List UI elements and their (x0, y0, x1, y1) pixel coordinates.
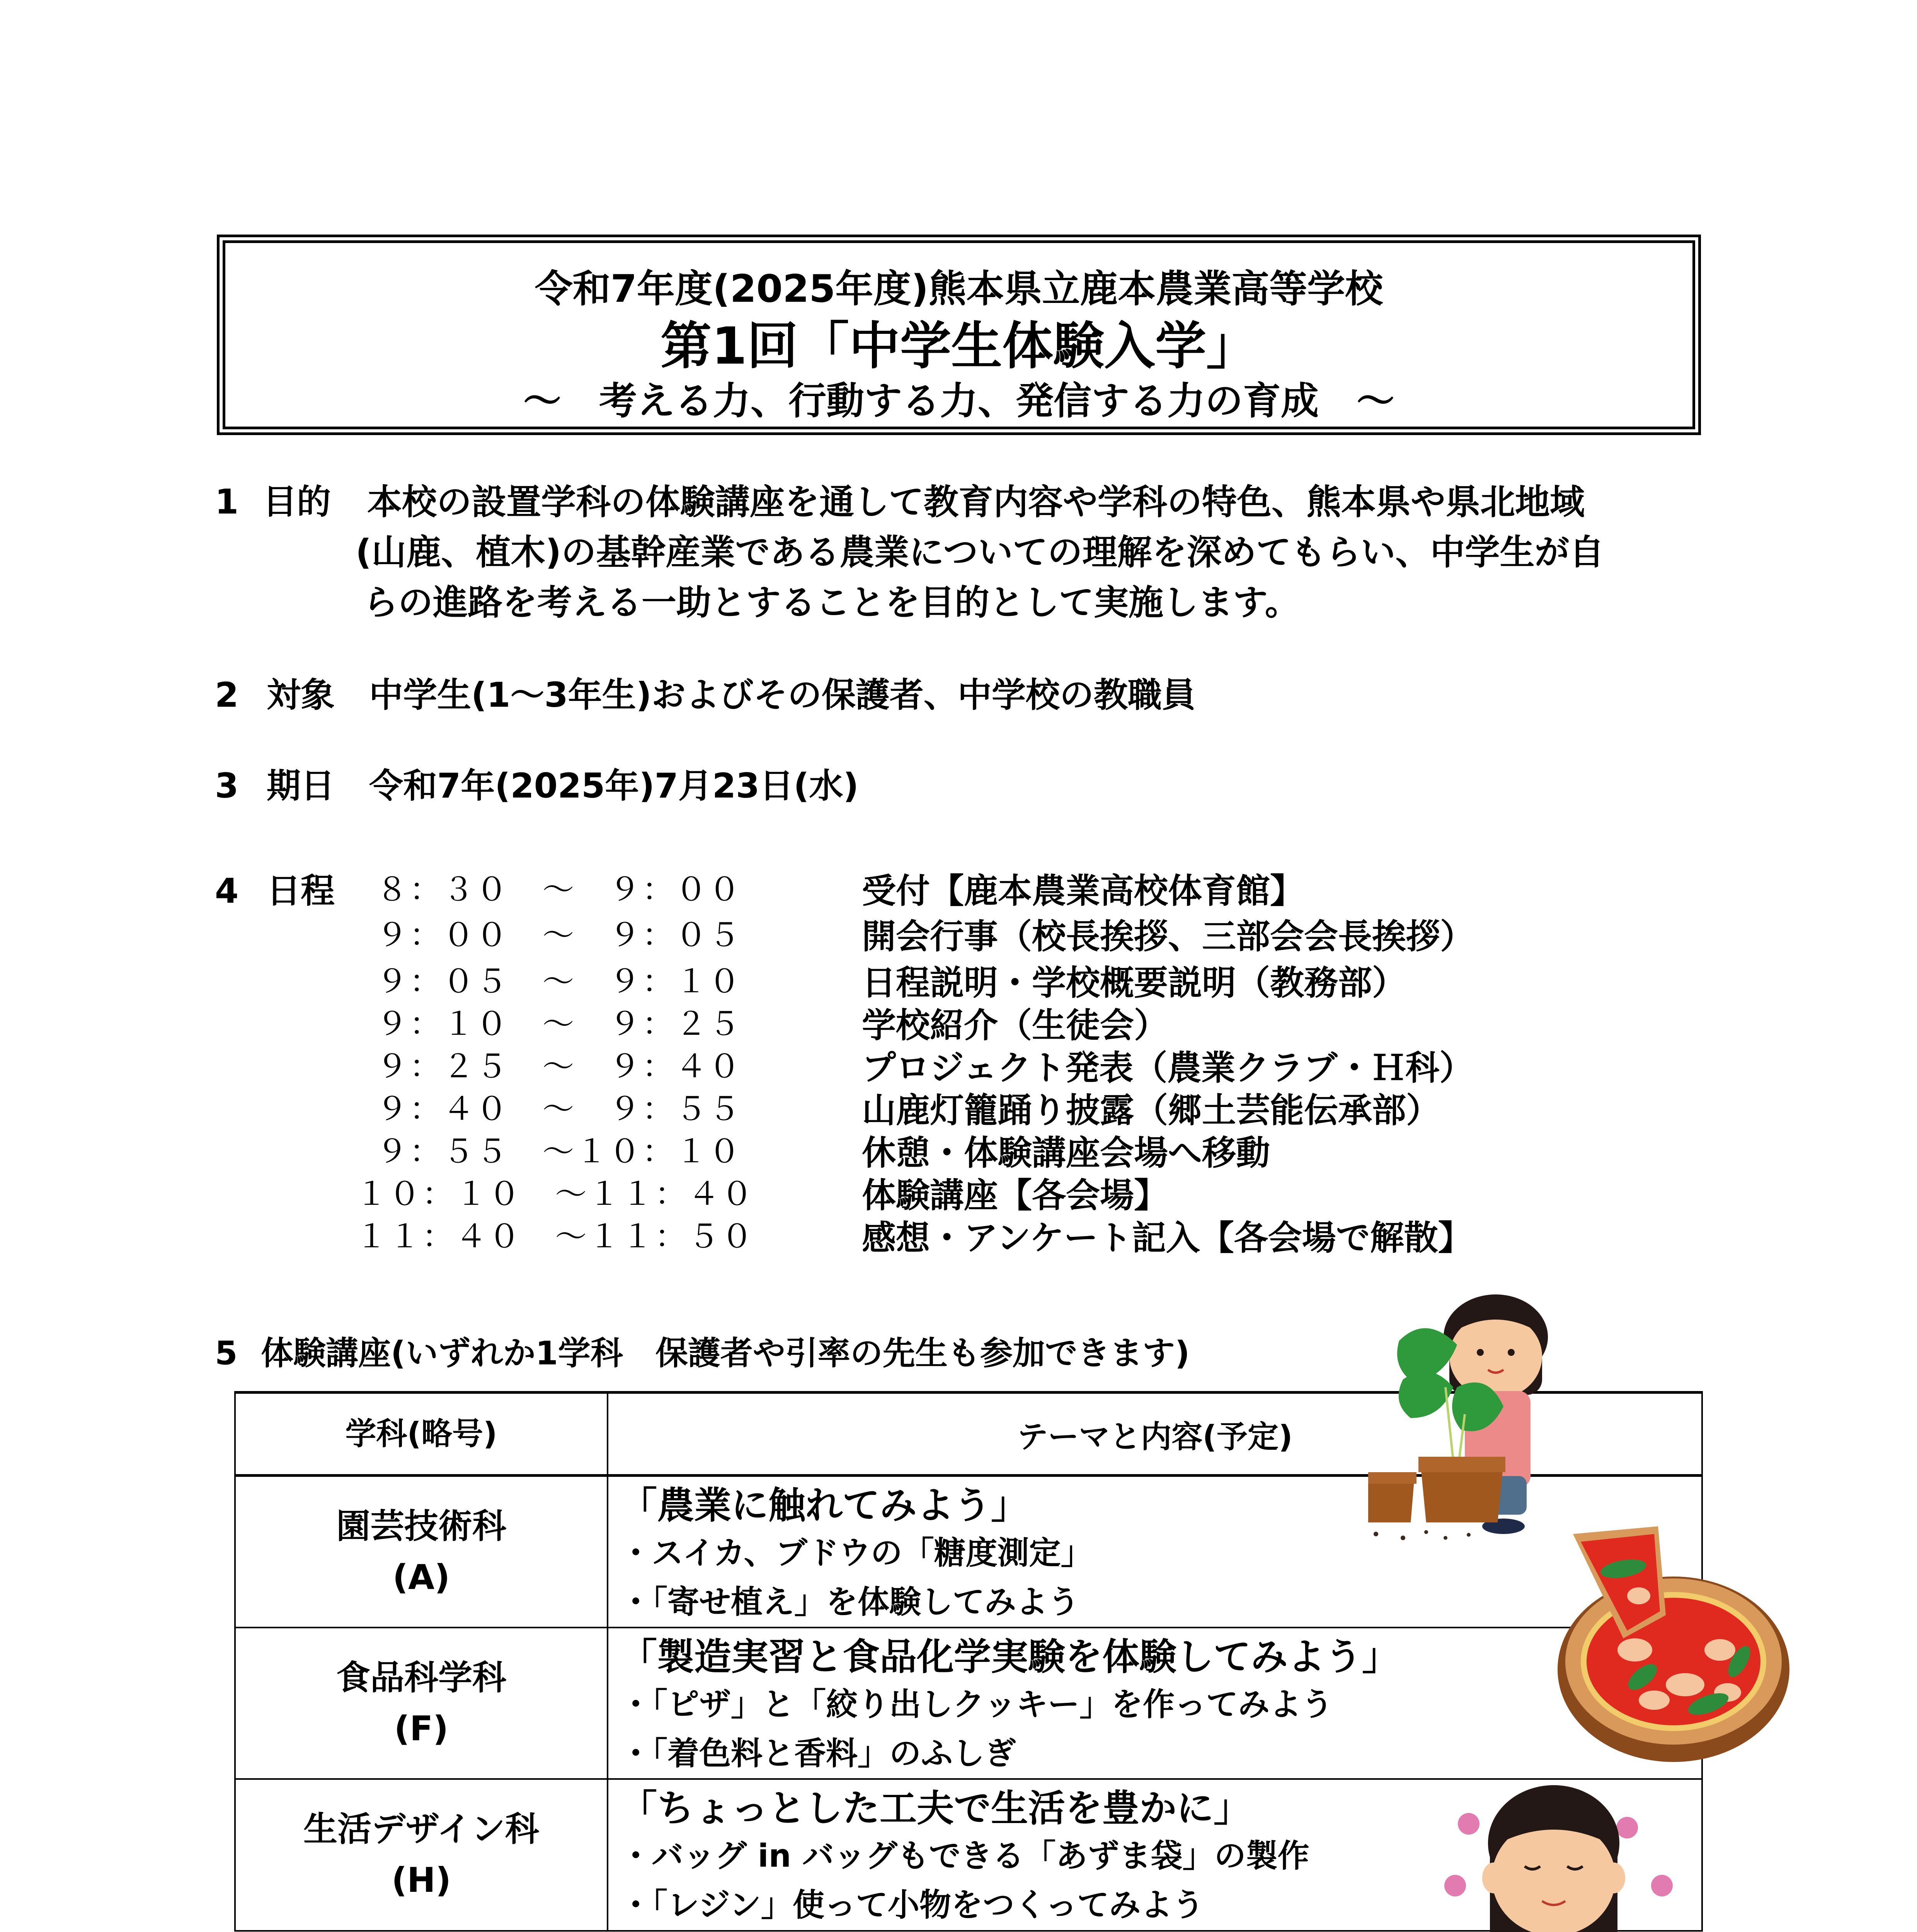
schedule-description: 学校紹介（生徒会） (862, 1005, 1168, 1045)
section-label: 目的 (263, 482, 331, 522)
dept-code: (F) (394, 1709, 449, 1749)
section-number: 3 (215, 766, 239, 806)
purpose-line: らの進路を考える一助とすることを目的として実施します。 (363, 582, 1300, 623)
section-label: 期日 (267, 766, 335, 806)
schedule-time: ９：００ ～ ９：０５ (356, 917, 742, 954)
crafting-girl-illustration (1422, 1770, 1701, 1932)
courses-heading: 体験講座(いずれか1学科 保護者や引率の先生も参加できます) (261, 1334, 1190, 1372)
purpose-line: 本校の設置学科の体験講座を通して教育内容や学科の特色、熊本県や県北地域 (367, 482, 1585, 522)
column-header-dept: 学科(略号) (235, 1393, 608, 1476)
section-label: 対象 (267, 675, 335, 715)
schedule-description: 日程説明・学校概要説明（教務部） (862, 963, 1406, 1003)
dept-code: (A) (392, 1557, 450, 1597)
dept-name: 園芸技術科 (336, 1506, 506, 1546)
content-cell (608, 1628, 1702, 1779)
schedule-time: ９：０５ ～ ９：１０ (356, 963, 742, 1000)
dept-cell (235, 1779, 608, 1930)
target-text: 中学生(1～3年生)およびその保護者、中学校の教職員 (369, 675, 1196, 715)
purpose-line: (山鹿、植木)の基幹産業である農業についての理解を深めてもらい、中学生が自 (356, 532, 1604, 573)
section-number: 1 (215, 482, 239, 522)
section-label: 日程 (267, 871, 335, 911)
section-number: 2 (215, 675, 239, 715)
schedule-description: 山鹿灯籠踊り披露（郷土芸能伝承部） (862, 1090, 1440, 1130)
course-item: ・バッグ in バッグもできる「あずま袋」の製作 (620, 1838, 1309, 1875)
page-title: 第1回「中学生体験入学」 (661, 316, 1257, 376)
course-item: ・「ピザ」と「絞り出しクッキー」を作ってみよう (620, 1686, 1333, 1723)
schedule-time: １１：４０ ～１１：５０ (356, 1218, 755, 1255)
dept-name: 食品科学科 (336, 1658, 506, 1698)
date-text: 令和7年(2025年)7月23日(水) (369, 766, 859, 806)
schedule-time: ９：１０ ～ ９：２５ (356, 1006, 742, 1043)
pizza-illustration (1546, 1522, 1797, 1774)
dept-cell (235, 1628, 608, 1779)
section-number: 5 (215, 1334, 238, 1372)
course-theme: 「農業に触れてみよう」 (620, 1484, 1028, 1527)
dept-code: (H) (391, 1860, 451, 1900)
schedule-time: ９：４０ ～ ９：５５ (356, 1091, 742, 1128)
gardening-girl-illustration (1368, 1291, 1592, 1546)
schedule-time: ９：２５ ～ ９：４０ (356, 1048, 742, 1085)
schedule-description: 感想・アンケート記入【各会場で解散】 (862, 1218, 1472, 1258)
column-header-theme: テーマと内容(予定) (608, 1393, 1702, 1476)
course-theme: 「ちょっとした工夫で生活を豊かに」 (620, 1787, 1251, 1830)
title-box-inner-border (223, 240, 1695, 429)
schedule-time: ９：５５ ～１０：１０ (356, 1133, 742, 1170)
course-item: ・スイカ、ブドウの「糖度測定」 (620, 1535, 1093, 1571)
section-number: 4 (215, 871, 239, 911)
schedule-time: １０：１０ ～１１：４０ (356, 1176, 755, 1213)
table-row (235, 1628, 1702, 1779)
course-item: ・「着色料と香料」のふしぎ (620, 1735, 1016, 1772)
schedule-description: 受付【鹿本農業高校体育館】 (862, 871, 1304, 911)
dept-name: 生活デザイン科 (303, 1809, 539, 1849)
schedule-time: ８：３０ ～ ９：００ (356, 871, 742, 908)
course-item: ・「寄せ植え」を体験してみよう (620, 1584, 1080, 1621)
course-theme: 「製造実習と食品化学実験を体験してみよう」 (620, 1635, 1399, 1679)
title-slogan: ～ 考える力、行動する力、発信する力の育成 ～ (523, 379, 1394, 423)
schedule-description: 休憩・体験講座会場へ移動 (862, 1133, 1270, 1173)
schedule-description: 開会行事（校長挨拶、三部会会長挨拶） (862, 917, 1474, 956)
schedule-description: プロジェクト発表（農業クラブ・Ｈ科） (862, 1048, 1474, 1088)
dept-cell (235, 1476, 608, 1628)
school-name-heading: 令和7年度(2025年度)熊本県立鹿本農業高等学校 (535, 267, 1383, 311)
schedule-description: 体験講座【各会場】 (862, 1175, 1168, 1215)
course-item: ・「レジン」使って小物をつくってみよう (620, 1887, 1204, 1924)
title-box (217, 235, 1701, 435)
